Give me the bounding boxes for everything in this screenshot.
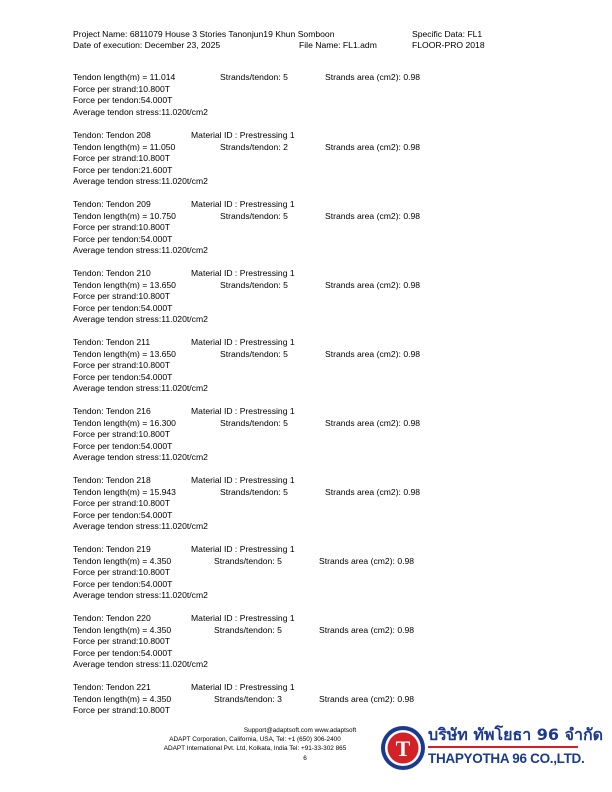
specific-data: Specific Data: FL1 — [412, 29, 483, 39]
force-per-tendon: Force per tendon:54.000T — [73, 233, 173, 244]
tendon-length: Tendon length(m) = 15.943 — [73, 486, 176, 497]
footer-international: ADAPT International Pvt. Ltd, Kolkata, India Tel: +91-33-302 865 — [163, 745, 347, 752]
force-per-strand: Force per strand:10.800T — [73, 360, 170, 370]
average-stress: Average tendon stress:11.020t/cm2 — [73, 452, 208, 462]
strands-area: Strands area (cm2): 0.98 — [325, 279, 421, 290]
strands-area: Strands area (cm2): 0.98 — [325, 72, 421, 82]
tendon-length: Tendon length(m) = 4.350 — [73, 693, 172, 704]
strands-per-tendon: Strands/tendon: 5 — [220, 210, 288, 221]
project-name: Project Name: 6811079 House 3 Stories Tanonjun19 Khun Somboon — [73, 29, 335, 39]
strands-area: Strands area (cm2): 0.98 — [319, 555, 415, 566]
material-id: Material ID : Prestressing 1 — [191, 337, 295, 347]
force-per-strand: Force per strand:10.800T — [73, 498, 170, 508]
tendon-length: Tendon length(m) = 13.650 — [73, 279, 176, 290]
tendon-length: Tendon length(m) = 11.050 — [73, 141, 176, 152]
strands-per-tendon: Strands/tendon: 5 — [214, 624, 282, 635]
force-per-tendon: Force per tendon:54.000T — [73, 509, 173, 520]
tendon-name: Tendon: Tendon 220 — [73, 613, 151, 623]
strands-per-tendon: Strands/tendon: 5 — [220, 279, 288, 290]
force-per-strand: Force per strand:10.800T — [73, 567, 170, 577]
svg-text:T: T — [395, 736, 411, 761]
material-id: Material ID : Prestressing 1 — [191, 130, 295, 140]
average-stress: Average tendon stress:11.020t/cm2 — [73, 314, 208, 324]
force-per-strand: Force per strand:10.800T — [73, 636, 170, 646]
tendon-name: Tendon: Tendon 219 — [73, 544, 151, 554]
force-per-tendon: Force per tendon:21.600T — [73, 164, 173, 175]
tendon-name: Tendon: Tendon 211 — [73, 337, 151, 347]
tendon-name: Tendon: Tendon 208 — [73, 130, 151, 140]
company-thai-name: บริษัท ทัพโยธา 96 จำกัด — [428, 725, 604, 744]
company-english-name: THAPYOTHA 96 CO.,LTD. — [428, 751, 585, 766]
company-mark-icon — [380, 725, 426, 771]
material-id: Material ID : Prestressing 1 — [191, 544, 295, 554]
material-id: Material ID : Prestressing 1 — [191, 268, 295, 278]
material-id: Material ID : Prestressing 1 — [191, 406, 295, 416]
force-per-tendon: Force per tendon:54.000T — [73, 371, 173, 382]
footer-support: Support@adaptsoft.com www.adaptsoft — [243, 727, 357, 734]
force-per-strand: Force per strand:10.800T — [73, 429, 170, 439]
page-number: 6 — [303, 755, 307, 762]
tendon-name: Tendon: Tendon 209 — [73, 199, 151, 209]
average-stress: Average tendon stress:11.020t/cm2 — [73, 521, 208, 531]
strands-area: Strands area (cm2): 0.98 — [319, 624, 415, 635]
strands-area: Strands area (cm2): 0.98 — [325, 417, 421, 428]
average-stress: Average tendon stress:11.020t/cm2 — [73, 659, 208, 669]
force-per-tendon: Force per tendon:54.000T — [73, 440, 173, 451]
force-per-strand: Force per strand:10.800T — [73, 84, 170, 94]
tendon-name: Tendon: Tendon 210 — [73, 268, 151, 278]
force-per-tendon: Force per tendon:54.000T — [73, 302, 173, 313]
force-per-tendon: Force per tendon:54.000T — [73, 578, 173, 589]
strands-per-tendon: Strands/tendon: 5 — [214, 555, 282, 566]
strands-area: Strands area (cm2): 0.98 — [325, 141, 421, 152]
average-stress: Average tendon stress:11.020t/cm2 — [73, 245, 208, 255]
material-id: Material ID : Prestressing 1 — [191, 682, 295, 692]
tendon-name: Tendon: Tendon 216 — [73, 406, 151, 416]
average-stress: Average tendon stress:11.020t/cm2 — [73, 107, 208, 117]
tendon-length: Tendon length(m) = 4.350 — [73, 624, 172, 635]
tendon-length: Tendon length(m) = 10.750 — [73, 210, 176, 221]
file-name: File Name: FL1.adm — [299, 40, 377, 50]
strands-area: Strands area (cm2): 0.98 — [325, 348, 421, 359]
strands-per-tendon: Strands/tendon: 5 — [220, 417, 288, 428]
material-id: Material ID : Prestressing 1 — [191, 199, 295, 209]
tendon-name: Tendon: Tendon 218 — [73, 475, 151, 485]
force-per-strand: Force per strand:10.800T — [73, 153, 170, 163]
company-logo — [380, 723, 604, 773]
force-per-strand: Force per strand:10.800T — [73, 222, 170, 232]
strands-per-tendon: Strands/tendon: 5 — [220, 72, 288, 82]
software-name: FLOOR-PRO 2018 — [412, 40, 485, 50]
strands-per-tendon: Strands/tendon: 3 — [214, 693, 282, 704]
execution-date: Date of execution: December 23, 2025 — [73, 40, 221, 50]
force-per-strand: Force per strand:10.800T — [73, 705, 170, 715]
tendon-length: Tendon length(m) = 16.300 — [73, 417, 176, 428]
strands-per-tendon: Strands/tendon: 5 — [220, 486, 288, 497]
average-stress: Average tendon stress:11.020t/cm2 — [73, 176, 208, 186]
tendon-length: Tendon length(m) = 11.014 — [73, 72, 176, 82]
strands-area: Strands area (cm2): 0.98 — [325, 486, 421, 497]
tendon-length: Tendon length(m) = 13.650 — [73, 348, 176, 359]
tendon-name: Tendon: Tendon 221 — [73, 682, 151, 692]
tendon-length: Tendon length(m) = 4.350 — [73, 555, 172, 566]
average-stress: Average tendon stress:11.020t/cm2 — [73, 383, 208, 393]
logo-divider — [428, 746, 578, 748]
footer-corporation: ADAPT Corporation, California, USA, Tel: +1 (650) 306-2400 — [169, 736, 341, 743]
material-id: Material ID : Prestressing 1 — [191, 613, 295, 623]
strands-area: Strands area (cm2): 0.98 — [319, 693, 415, 704]
force-per-strand: Force per strand:10.800T — [73, 291, 170, 301]
average-stress: Average tendon stress:11.020t/cm2 — [73, 590, 208, 600]
material-id: Material ID : Prestressing 1 — [191, 475, 295, 485]
force-per-tendon: Force per tendon:54.000T — [73, 95, 173, 105]
strands-area: Strands area (cm2): 0.98 — [325, 210, 421, 221]
force-per-tendon: Force per tendon:54.000T — [73, 647, 173, 658]
strands-per-tendon: Strands/tendon: 5 — [220, 348, 288, 359]
strands-per-tendon: Strands/tendon: 2 — [220, 141, 288, 152]
